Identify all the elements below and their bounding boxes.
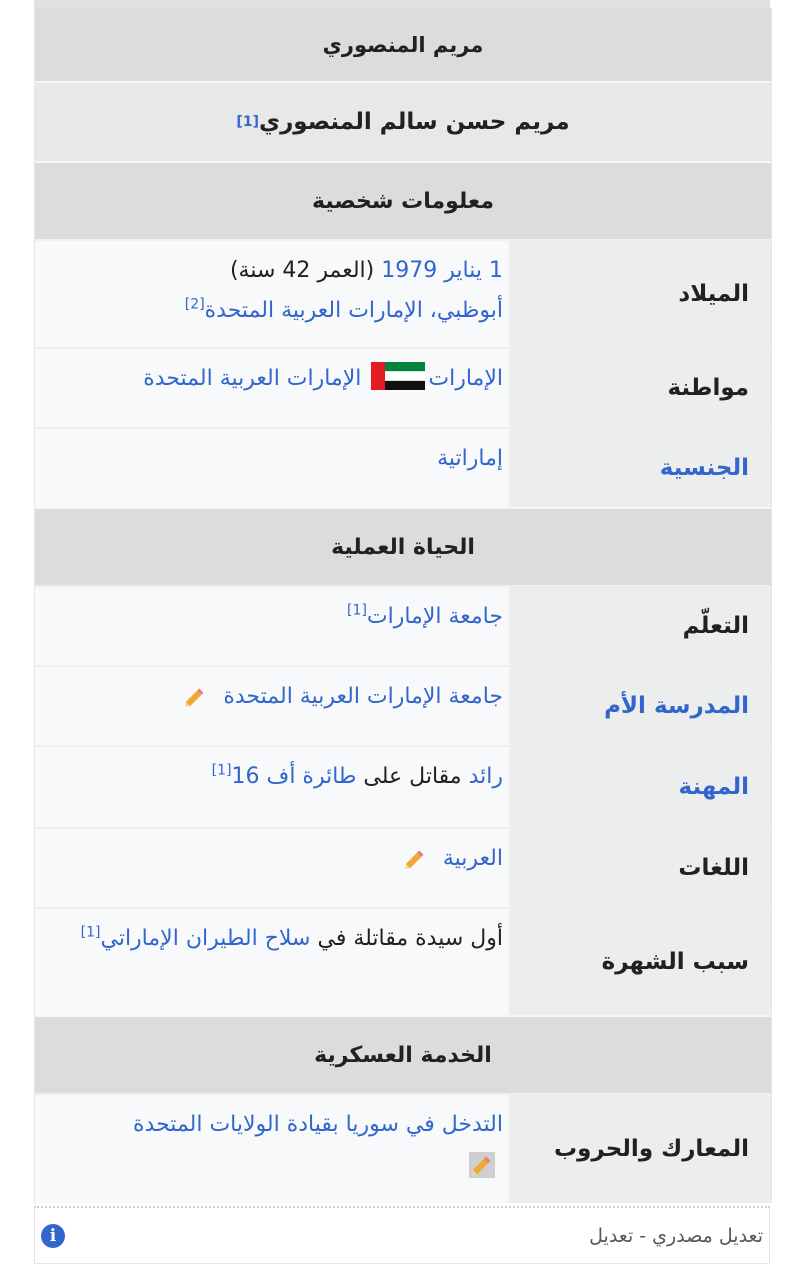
value-occupation bbox=[35, 747, 509, 827]
battles-link[interactable]: التدخل في سوريا بقيادة الولايات المتحدة bbox=[133, 1112, 503, 1137]
pencil-edit-icon[interactable] bbox=[469, 1152, 495, 1178]
value-nationality bbox=[35, 429, 509, 507]
section-military: الخدمة العسكرية bbox=[35, 1015, 771, 1093]
row-birth bbox=[35, 239, 771, 347]
value-education bbox=[35, 587, 509, 665]
education-link[interactable]: جامعة الإمارات bbox=[366, 604, 503, 629]
row-citizenship bbox=[35, 347, 771, 427]
label-education: التعلّم bbox=[509, 587, 771, 665]
label-alma-mater-link[interactable]: المدرسة الأم bbox=[509, 667, 771, 745]
row-nationality bbox=[35, 427, 771, 507]
row-occupation bbox=[35, 745, 771, 827]
birth-date-link[interactable]: 1 يناير bbox=[444, 258, 503, 283]
infobox-footer bbox=[34, 1206, 770, 1264]
label-fame: سبب الشهرة bbox=[509, 909, 771, 1015]
air-force-link[interactable]: سلاح الطيران الإماراتي bbox=[100, 926, 311, 951]
full-name: مريم حسن سالم المنصوري [1] bbox=[35, 81, 771, 161]
row-education bbox=[35, 585, 771, 665]
label-nationality-link[interactable]: الجنسية bbox=[509, 429, 771, 507]
label-battles: المعارك والحروب bbox=[509, 1095, 771, 1203]
value-citizenship bbox=[35, 349, 509, 427]
language-link[interactable]: العربية bbox=[442, 846, 503, 871]
ref-link[interactable]: [2] bbox=[184, 296, 205, 313]
section-personal: معلومات شخصية bbox=[35, 161, 771, 239]
value-battles bbox=[35, 1095, 509, 1203]
top-edge bbox=[34, 0, 770, 8]
ref-link[interactable]: [1] bbox=[211, 762, 232, 779]
uae-flag-icon bbox=[371, 362, 425, 390]
label-citizenship: مواطنة bbox=[509, 349, 771, 427]
birth-age: (العمر 42 سنة) bbox=[229, 258, 375, 283]
occupation-text: مقاتل على bbox=[356, 764, 469, 789]
value-birth bbox=[35, 241, 509, 347]
row-fame bbox=[35, 907, 771, 1015]
birth-year-link[interactable]: 1979 bbox=[381, 258, 438, 283]
nationality-link[interactable]: إماراتية bbox=[437, 446, 503, 471]
citizenship-link[interactable]: الإمارات العربية المتحدة bbox=[143, 366, 362, 391]
ref-link[interactable]: [1] bbox=[347, 602, 367, 619]
citizenship-prefix-link[interactable]: الإمارات bbox=[428, 366, 503, 391]
full-name-text: مريم حسن سالم المنصوري bbox=[258, 109, 570, 135]
ref-link[interactable]: [1] bbox=[80, 924, 101, 941]
label-occupation-link[interactable]: المهنة bbox=[509, 747, 771, 827]
edit-source-link[interactable]: تعديل مصدري - تعديل bbox=[589, 1224, 763, 1247]
row-alma-mater bbox=[35, 665, 771, 745]
info-icon[interactable]: i bbox=[41, 1224, 65, 1248]
infobox bbox=[34, 8, 772, 1203]
infobox-caption: مريم المنصوري bbox=[35, 8, 771, 81]
occupation-rank-link[interactable]: رائد bbox=[468, 764, 503, 789]
fame-text: أول سيدة مقاتلة في bbox=[310, 926, 503, 951]
row-battles bbox=[35, 1093, 771, 1203]
label-languages: اللغات bbox=[509, 829, 771, 907]
value-alma-mater bbox=[35, 667, 509, 745]
label-birth: الميلاد bbox=[509, 241, 771, 347]
row-languages bbox=[35, 827, 771, 907]
birth-place-link[interactable]: أبوظبي، الإمارات العربية المتحدة bbox=[204, 298, 503, 323]
pencil-edit-icon[interactable] bbox=[182, 684, 208, 710]
value-languages bbox=[35, 829, 509, 907]
f16-link[interactable]: طائرة أف 16 bbox=[231, 764, 357, 789]
section-career: الحياة العملية bbox=[35, 507, 771, 585]
alma-mater-link[interactable]: جامعة الإمارات العربية المتحدة bbox=[223, 684, 503, 709]
pencil-edit-icon[interactable] bbox=[402, 846, 428, 872]
value-fame bbox=[35, 909, 509, 1015]
